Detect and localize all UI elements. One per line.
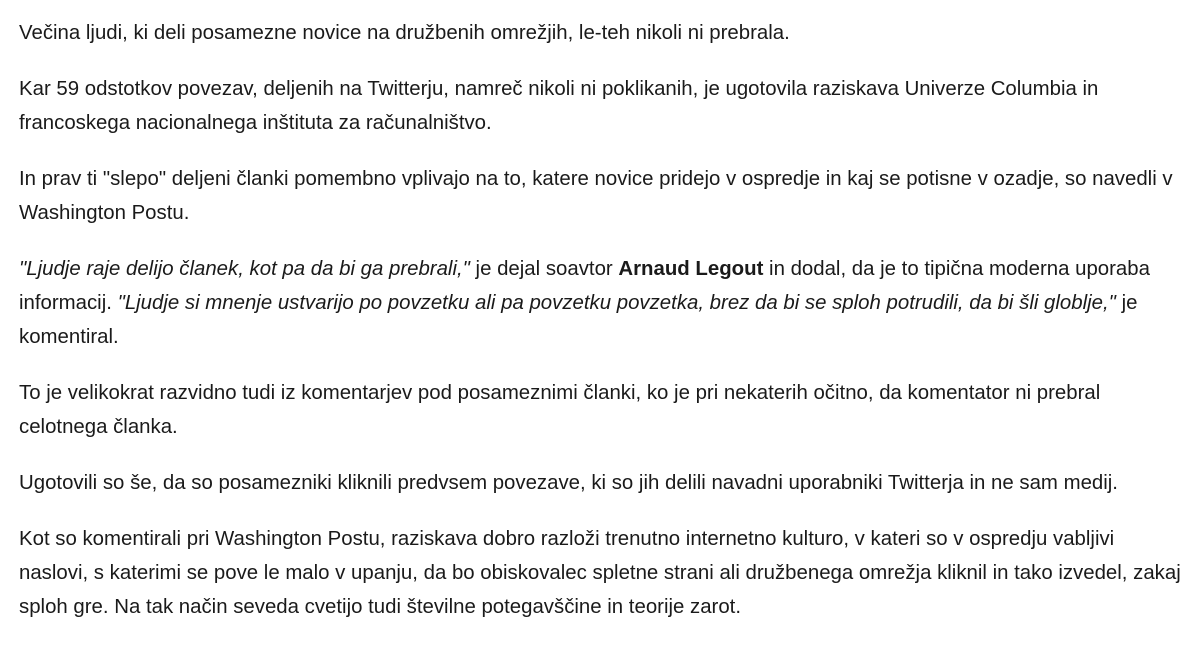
paragraph-7: Kot so komentirali pri Washington Postu, raziskava dobro razloži trenutno internetno kulturo, v kateri so v ospredju vabljivi naslovi, s katerimi se pove le malo v upanju, da bo obiskovalec spletne strani ali družbenega omrežja kliknil in tako izvedel, zakaj sploh gre. Na tak način seveda cvetijo tudi številne potegavščine in teorije zarot. xyxy=(19,528,1181,618)
paragraph-2: Kar 59 odstotkov povezav, deljenih na Twitterju, namreč nikoli ni poklikanih, je ugotovila raziskava Univerze Columbia in francoskega nacionalnega inštituta za računalništvo. xyxy=(19,78,1099,134)
paragraph-4 xyxy=(19,252,1181,354)
paragraph-3: In prav ti "slepo" deljeni članki pomembno vplivajo na to, katere novice pridejo v ospredje in kaj se potisne v ozadje, so navedli v Washington Postu. xyxy=(19,168,1173,224)
paragraph-1: Večina ljudi, ki deli posamezne novice na družbenih omrežjih, le-teh nikoli ni prebrala. xyxy=(19,22,790,44)
quote-1: "Ljudje raje delijo članek, kot pa da bi ga prebrali," xyxy=(19,258,470,280)
author-name: Arnaud Legout xyxy=(618,258,764,280)
paragraph-5: To je velikokrat razvidno tudi iz komentarjev pod posameznimi članki, ko je pri nekaterih očitno, da komentator ni prebral celotnega članka. xyxy=(19,382,1101,438)
paragraph-4-text-3: je komentiral. xyxy=(19,292,1138,348)
paragraph-4-text-2: in dodal, da je to tipična moderna uporaba informacij. xyxy=(19,258,1150,314)
paragraph-4-text-1: je dejal soavtor xyxy=(469,258,619,280)
quote-2: "Ljudje si mnenje ustvarijo po povzetku ali pa povzetku povzetka, brez da bi se sploh potrudili, da bi šli globlje," xyxy=(117,292,1116,314)
article-body xyxy=(19,16,1181,646)
paragraph-6: Ugotovili so še, da so posamezniki kliknili predvsem povezave, ki so jih delili navadni uporabniki Twitterja in ne sam medij. xyxy=(19,472,1118,494)
